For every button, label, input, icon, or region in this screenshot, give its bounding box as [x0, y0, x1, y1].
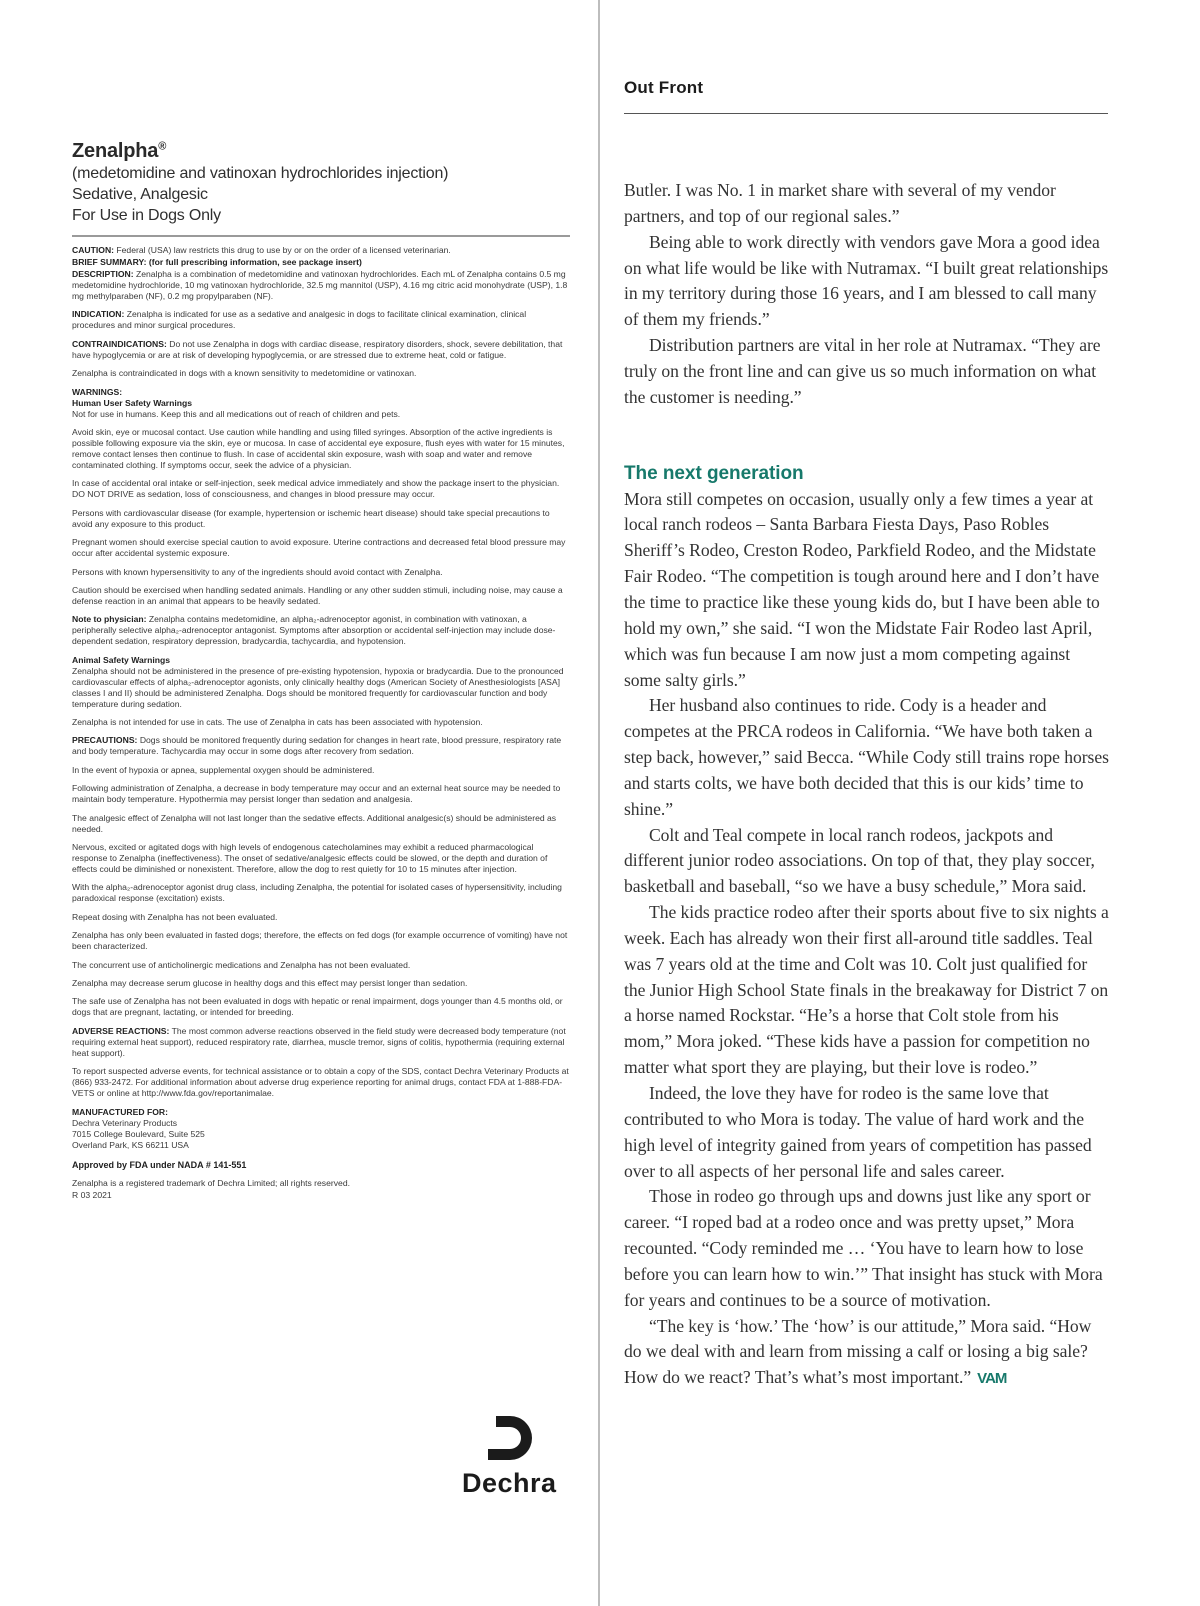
precaution-6: With the alpha₂-adrenoceptor agonist drug class, including Zenalpha, the potential for isolated cases of hypersensitivity, including paradoxical response (excitation) exists. [72, 882, 562, 904]
fda-approval: Approved by FDA under NADA # 141-551 [72, 1159, 247, 1170]
precaution-2: In the event of hypoxia or apnea, supplemental oxygen should be administered. [72, 764, 375, 775]
article-paragraph: Colt and Teal compete in local ranch rodeos, jackpots and different junior rodeo associations. On top of that, they play soccer, basketball and baseball, “so we have a busy schedule,” Mora said. [624, 824, 1095, 897]
human-safety-heading: Human User Safety Warnings [72, 397, 193, 408]
contraindications-paragraph-2: Zenalpha is contraindicated in dogs with a known sensitivity to medetomidine or vatinoxan. [72, 368, 417, 379]
title-divider [72, 235, 570, 237]
end-mark: VAM [977, 1370, 1007, 1388]
drug-category: Sedative, Analgesic [72, 186, 208, 203]
contraindications-paragraph: CONTRAINDICATIONS: Do not use Zenalpha in dogs with cardiac disease, respiratory disorders, shock, severe debilitation, that have hypoglycemia or are at risk of developing hypoglycemia, or are stressed due to extreme heat, cold or fatigue. [72, 338, 563, 360]
dechra-mark-icon [486, 1412, 542, 1464]
description-paragraph: DESCRIPTION: Zenalpha is a combination of medetomidine and vatinoxan hydrochlorides. Each mL of Zenalpha contains 0.5 mg medetomidine hydrochloride, 10 mg vatinoxan hydrochloride, 32.5 mg mannitol (USP), 4.16 mg citric acid monohydrate (USP), 1.8 mg methylparaben (NF), 0.2 mg propylparaben (NF). [72, 269, 568, 301]
caution-paragraph: CAUTION: Federal (USA) law restricts this drug to use by or on the order of a licensed veterinarian. [72, 245, 451, 255]
precaution-9: The concurrent use of anticholinergic medications and Zenalpha has not been evaluated. [72, 959, 411, 970]
trademark-notice: Zenalpha is a registered trademark of Dechra Limited; all rights reserved. [72, 1177, 350, 1188]
human-warning-2: Avoid skin, eye or mucosal contact. Use caution while handling and using filled syringes. Absorption of the active ingredients is possible following exposure via the skin, eye or mucosa. In case of accidental eye exposure, flush eyes with water for 15 minutes, remove contact lenses then continue to flush. In case of accidental skin exposure, wash with soap and water and remove contaminated clothing. If symptoms occur, seek the advice of a physician. [72, 426, 565, 470]
human-warning-6: Persons with known hypersensitivity to any of the ingredients should avoid contact with Zenalpha. [72, 566, 443, 577]
precaution-11: The safe use of Zenalpha has not been evaluated in dogs with hepatic or renal impairment, dogs younger than 4.5 months old, or dogs that are pregnant, lactating, or intended for breeding. [72, 996, 563, 1018]
article-paragraph: The kids practice rodeo after their sports about five to six nights a week. Each has already won their first all-around title saddles. Teal was 7 years old at the time and Colt was 10. Colt just qualified for the Junior High School State finals in the breakaway for District 7 on a horse named Rockstar. “He’s a horse that Colt stole from his mom,” Mora joked. “These kids have a passion for competition no matter what sport they are playing, but their love is rodeo.” [624, 902, 1109, 1078]
adverse-reactions-paragraph: ADVERSE REACTIONS: The most common adverse reactions observed in the field study were decreased body temperature (not requiring external heat support), reduced respiratory rate, diarrhea, muscle tremor, signs of colitis, hypothermia (requiring external heat support). [72, 1025, 566, 1058]
drug-generic-name: (medetomidine and vatinoxan hydrochlorides injection) [72, 165, 449, 182]
human-warning-7: Caution should be exercised when handling sedated animals. Handling or any other sudden stimuli, including noise, may cause a defense reaction in an animal that appears to be heavily sedated. [72, 584, 563, 606]
human-warning-1: Not for use in humans. Keep this and all medications out of reach of children and pets. [72, 408, 401, 419]
dechra-wordmark: Dechra [462, 1468, 557, 1498]
article-body [624, 178, 1110, 1392]
header-rule [624, 113, 1108, 114]
dechra-logo [458, 1412, 578, 1502]
article-paragraph: Indeed, the love they have for rodeo is the same love that contributed to who Mora is today. The value of hard work and the high level of integrity gained from years of competition has passed over to all aspects of her personal life and sales career. [624, 1083, 1092, 1181]
warnings-heading: WARNINGS: [72, 386, 123, 397]
article-paragraph: Butler. I was No. 1 in market share with several of my vendor partners, and top of our regional sales.” [624, 180, 1056, 226]
brief-summary: BRIEF SUMMARY: (for full prescribing information, see package insert) [72, 257, 362, 267]
article-paragraph-final: “The key is ‘how.’ The ‘how’ is our attitude,” Mora said. “How do we deal with and learn from missing a calf or losing a big sale? How do we react? That’s what’s most important.” VAM [624, 1315, 1092, 1388]
article-paragraph: Mora still competes on occasion, usually only a few times a year at local ranch rodeos – Santa Barbara Fiesta Days, Paso Robles Sheriff’s Rodeo, Creston Rodeo, Parkfield Rodeo, and the Midstate Fair Rodeo. “The competition is tough around here and I don’t have the time to practice like these young kids do, but I have been able to hold my own,” she said. “I won the Midstate Fair Rodeo last April, which was fun because I am now just a mom competing against some salty girls.” [624, 488, 1100, 690]
article-paragraph: Distribution partners are vital in her role at Nutramax. “They are truly on the front line and can give us so much information on what the customer is needing.” [624, 335, 1101, 407]
physician-note: Note to physician: Zenalpha contains medetomidine, an alpha₂-adrenoceptor agonist, in combination with vatinoxan, a peripherally selective alpha₂-adrenoceptor antagonist. Symptoms after absorption or accidental self-injection may include dose-dependent sedation, respiratory depression, bradycardia, tachycardia, and hypotension. [72, 614, 556, 647]
drug-species: For Use in Dogs Only [72, 207, 221, 224]
precaution-7: Repeat dosing with Zenalpha has not been evaluated. [72, 911, 278, 922]
manufacturer-block: MANUFACTURED FOR: Dechra Veterinary Products 7015 College Boulevard, Suite 525 Overland Park, KS 66211 USA [72, 1106, 205, 1150]
animal-warning-1: Zenalpha should not be administered in the presence of pre-existing hypotension, hypoxia or bradycardia. Due to the pronounced cardiovascular effects of alpha₂-adrenoceptor agonists, only clinically healthy dogs (American Society of Anesthesiologists [ASA] classes I and II) should be administered Zenalpha. Dogs should be monitored frequently for cardiovascular function and body temperature during sedation. [72, 665, 564, 709]
section-label: Out Front [624, 78, 704, 97]
page-divider [598, 0, 600, 1606]
article-subhead: The next generation [624, 462, 804, 484]
precaution-10: Zenalpha may decrease serum glucose in healthy dogs and this effect may persist longer than sedation. [72, 977, 468, 988]
indication-paragraph: INDICATION: Zenalpha is indicated for use as a sedative and analgesic in dogs to facilitate clinical examination, clinical procedures and minor surgical procedures. [72, 309, 527, 331]
precaution-5: Nervous, excited or agitated dogs with high levels of endogenous catecholamines may exhibit a reduced pharmacological response to Zenalpha (ineffectiveness). The onset of sedative/analgesic effects could be slowed, or the depth and duration of effects could be diminished or nonexistent. Therefore, allow the dog to rest quietly for 10 to 15 minutes after injection. [72, 842, 548, 875]
article-paragraph: Being able to work directly with vendors gave Mora a good idea on what life would be like with Nutramax. “I built great relationships in my territory during those 16 years, and I am blessed to call many of them my friends.” [624, 231, 1109, 330]
human-warning-4: Persons with cardiovascular disease (for example, hypertension or ischemic heart disease) should take special precautions to avoid any exposure to this product. [72, 507, 550, 529]
drug-brand-title: Zenalpha® [72, 140, 167, 162]
precautions-paragraph: PRECAUTIONS: Dogs should be monitored frequently during sedation for changes in heart rate, blood pressure, respiratory rate and body temperature. Tachycardia may occur in some dogs after recovery from sedation. [72, 735, 562, 757]
human-warning-5: Pregnant women should exercise special caution to avoid exposure. Uterine contractions and decreased fetal blood pressure may occur after accidental systemic exposure. [72, 537, 566, 559]
drug-label [72, 140, 570, 1208]
revision-code: R 03 2021 [72, 1189, 112, 1200]
precaution-4: The analgesic effect of Zenalpha will not last longer than the sedative effects. Additional analgesic(s) should be administered as needed. [72, 812, 557, 834]
report-paragraph: To report suspected adverse events, for technical assistance or to obtain a copy of the SDS, contact Dechra Veterinary Products at (866) 933-2472. For additional information about adverse drug experience reporting for animal drugs, contact FDA at 1-888-FDA-VETS or online at http://www.fda.gov/reportanimalae. [72, 1066, 569, 1099]
animal-safety-heading: Animal Safety Warnings [72, 654, 171, 665]
human-warning-3: In case of accidental oral intake or self-injection, seek medical advice immediately and show the package insert to the physician. DO NOT DRIVE as sedation, loss of consciousness, and changes in blood pressure may occur. [72, 478, 560, 500]
article-paragraph: Those in rodeo go through ups and downs just like any sport or career. “I roped bad at a rodeo once and was pretty upset,” Mora recounted. “Cody reminded me … ‘You have to learn how to lose before you can learn how to win.’” That insight has stuck with Mora for years and continues to be a source of motivation. [624, 1186, 1103, 1310]
label-body [72, 245, 570, 1201]
precaution-3: Following administration of Zenalpha, a decrease in body temperature may occur and an external heat source may be needed to maintain body temperature. Hypothermia may persist longer than sedation and analgesia. [72, 783, 561, 805]
article-paragraph: Her husband also continues to ride. Cody is a header and competes at the PRCA rodeos in California. “We have both taken a step back, however,” said Becca. “While Cody still trains rope horses and starts colts, we have both decided that this is our kids’ time to shine.” [624, 695, 1109, 819]
animal-warning-2: Zenalpha is not intended for use in cats. The use of Zenalpha in cats has been associated with hypotension. [72, 717, 483, 728]
precaution-8: Zenalpha has only been evaluated in fasted dogs; therefore, the effects on fed dogs (for example occurrence of vomiting) have not been characterized. [72, 930, 568, 952]
